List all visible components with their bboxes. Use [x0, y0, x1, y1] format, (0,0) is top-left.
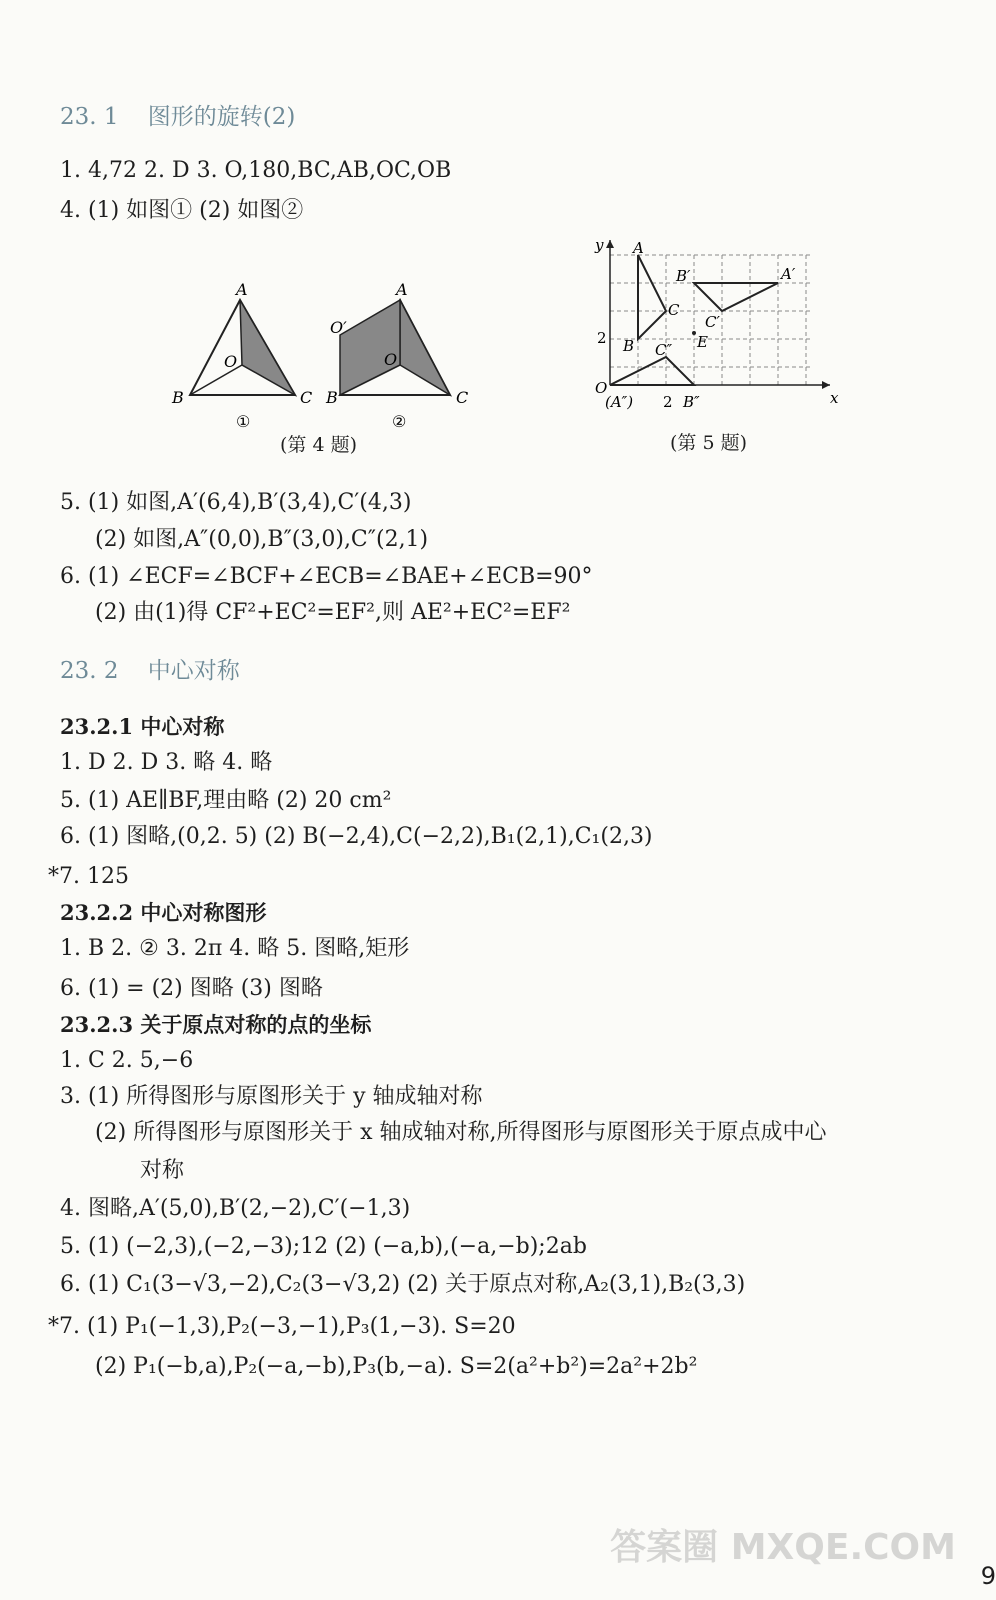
- svg-text:O: O: [595, 379, 608, 397]
- svg-text:A: A: [633, 239, 644, 257]
- s233-line-1: 1. C 2. 5,−6: [60, 1048, 194, 1073]
- s232-line-1: 1. B 2. ② 3. 2π 4. 略 5. 图略,矩形: [60, 936, 410, 961]
- s232-line-6: 6. (1) = (2) 图略 (3) 图略: [60, 976, 323, 1001]
- answer-line-5b: (2) 如图,A″(0,0),B″(3,0),C″(2,1): [95, 527, 429, 552]
- answer-line-6a: 6. (1) ∠ECF=∠BCF+∠ECB=∠BAE+∠ECB=90°: [60, 564, 593, 589]
- subsection-23-2-2: 23.2.2 中心对称图形: [60, 900, 267, 925]
- section-title: 图形的旋转(2): [147, 104, 296, 130]
- section-number: 23. 2: [60, 658, 119, 684]
- s231-line-1: 1. D 2. D 3. 略 4. 略: [60, 750, 273, 775]
- svg-text:2: 2: [663, 393, 673, 411]
- label-circled-2: ②: [392, 412, 407, 431]
- s233-line-3c: 对称: [140, 1158, 185, 1183]
- s233-line-6: 6. (1) C₁(3−√3,−2),C₂(3−√3,2) (2) 关于原点对称,A₂(3,1),B₂(3,3): [60, 1272, 746, 1297]
- fig2-shaded-region-1: [400, 300, 450, 395]
- svg-text:C″: C″: [655, 341, 673, 359]
- section-title: 中心对称: [147, 658, 240, 684]
- label-a-2: A: [396, 280, 408, 299]
- fig1-shaded-region: [240, 300, 295, 395]
- page-number: 9: [980, 1562, 996, 1590]
- svg-text:2: 2: [597, 329, 607, 347]
- s231-line-6: 6. (1) 图略,(0,2. 5) (2) B(−2,4),C(−2,2),B₁(2,1),C₁(2,3): [60, 824, 653, 849]
- s233-line-3b: (2) 所得图形与原图形关于 x 轴成轴对称,所得图形与原图形关于原点成中心: [95, 1120, 827, 1145]
- label-c: C: [300, 388, 313, 407]
- svg-text:C: C: [668, 301, 680, 319]
- svg-text:B: B: [623, 337, 635, 355]
- subsection-23-2-3: 23.2.3 关于原点对称的点的坐标: [60, 1012, 372, 1037]
- svg-text:A′: A′: [781, 265, 796, 283]
- s233-line-7b: (2) P₁(−b,a),P₂(−a,−b),P₃(b,−a). S=2(a²+b²)=2a²+2b²: [95, 1354, 698, 1379]
- section-number: 23. 1: [60, 104, 119, 130]
- label-c-2: C: [456, 388, 469, 407]
- section-heading-23-2: [60, 656, 240, 686]
- label-o-2: O: [384, 350, 398, 369]
- figure-5-caption: (第 5 题): [670, 432, 747, 454]
- section-heading-23-1: [60, 102, 295, 132]
- figure-4-caption: (第 4 题): [280, 434, 357, 456]
- svg-text:y: y: [595, 236, 604, 254]
- figure-4-diagram: [160, 275, 490, 435]
- watermark: 答案圈 MXQE.COM: [610, 1527, 956, 1568]
- s233-line-4: 4. 图略,A′(5,0),B′(2,−2),C′(−1,3): [60, 1196, 411, 1221]
- answer-line-6b: (2) 由(1)得 CF²+EC²=EF²,则 AE²+EC²=EF²: [95, 600, 571, 625]
- s231-line-7: *7. 125: [48, 864, 129, 889]
- label-a: A: [236, 280, 248, 299]
- subsection-23-2-1: 23.2.1 中心对称: [60, 714, 225, 739]
- svg-text:E: E: [697, 333, 708, 351]
- svg-text:(A″): (A″): [605, 393, 634, 411]
- s233-line-5: 5. (1) (−2,3),(−2,−3);12 (2) (−a,b),(−a,−b);2ab: [60, 1234, 587, 1259]
- svg-text:C′: C′: [705, 313, 720, 331]
- svg-text:B′: B′: [676, 267, 691, 285]
- answer-line-5a: 5. (1) 如图,A′(6,4),B′(3,4),C′(4,3): [60, 490, 412, 515]
- answer-line-4: 4. (1) 如图① (2) 如图②: [60, 198, 304, 223]
- answer-line-1: 1. 4,72 2. D 3. O,180,BC,AB,OC,OB: [60, 158, 452, 183]
- s231-line-5: 5. (1) AE∥BF,理由略 (2) 20 cm²: [60, 788, 392, 813]
- label-circled-1: ①: [236, 412, 251, 431]
- label-b: B: [172, 388, 184, 407]
- svg-text:B″: B″: [683, 393, 700, 411]
- label-o: O: [224, 352, 238, 371]
- label-o-prime: O′: [330, 318, 347, 337]
- figure-5-diagram: [585, 235, 845, 425]
- label-b-2: B: [326, 388, 338, 407]
- s233-line-3a: 3. (1) 所得图形与原图形关于 y 轴成轴对称: [60, 1084, 483, 1109]
- s233-line-7a: *7. (1) P₁(−1,3),P₂(−3,−1),P₃(1,−3). S=20: [48, 1314, 516, 1339]
- svg-text:x: x: [830, 389, 839, 407]
